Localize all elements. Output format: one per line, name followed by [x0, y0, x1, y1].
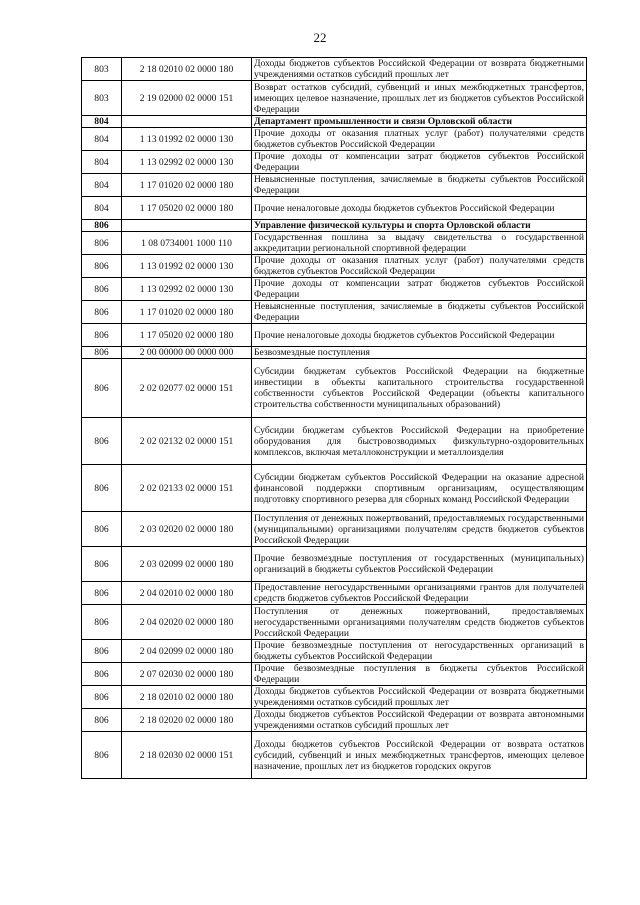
revenue-code-cell: 2 18 02030 02 0000 151 [122, 732, 252, 779]
revenue-code-cell: 2 19 02000 02 0000 151 [122, 81, 252, 116]
page-number: 22 [313, 30, 327, 45]
description-cell: Прочие безвозмездные поступления от государственных (муниципальных) организаций в бюджеты субъектов Российской Федерации [252, 547, 587, 582]
table-row [82, 547, 587, 582]
description-cell: Поступления от денежных пожертвований, предоставляемых государственными (муниципальными) организациями получателям средств бюджетов субъектов Российской Федерации [252, 512, 587, 547]
revenue-code-cell: 1 08 0734001 1000 110 [122, 232, 252, 255]
admin-code-cell: 806 [82, 347, 122, 359]
admin-code-cell: 806 [82, 582, 122, 605]
revenue-code-cell: 2 04 02010 02 0000 180 [122, 582, 252, 605]
table-row [82, 58, 587, 81]
table-row [82, 278, 587, 301]
table-row [82, 151, 587, 174]
table-body [82, 58, 587, 779]
description-cell: Доходы бюджетов субъектов Российской Федерации от возврата остатков субсидий, субвенций и иных межбюджетных трансфертов, имеющих целевое назначение, прошлых лет из бюджетов городских округов [252, 732, 587, 779]
description-cell: Возврат остатков субсидий, субвенций и иных межбюджетных трансфертов, имеющих целевое назначение, прошлых лет из бюджетов субъектов Российской Федерации [252, 81, 587, 116]
description-cell: Прочие безвозмездные поступления в бюджеты субъектов Российской Федерации [252, 663, 587, 686]
table-row [82, 174, 587, 197]
table-row [82, 255, 587, 278]
table-row [82, 605, 587, 640]
revenue-code-cell: 1 17 01020 02 0000 180 [122, 174, 252, 197]
revenue-code-cell [122, 220, 252, 232]
description-cell: Невыясненные поступления, зачисляемые в бюджеты субъектов Российской Федерации [252, 301, 587, 324]
admin-code-cell: 806 [82, 359, 122, 418]
description-cell: Прочие неналоговые доходы бюджетов субъектов Российской Федерации [252, 324, 587, 347]
section-title-cell: Управление физической культуры и спорта Орловской области [252, 220, 587, 232]
revenue-code-cell: 2 04 02099 02 0000 180 [122, 640, 252, 663]
revenue-code-cell: 2 02 02077 02 0000 151 [122, 359, 252, 418]
table-row [82, 347, 587, 359]
revenue-code-cell: 1 13 01992 02 0000 130 [122, 128, 252, 151]
table-row [82, 418, 587, 465]
description-cell: Безвозмездные поступления [252, 347, 587, 359]
revenue-code-cell: 1 13 02992 02 0000 130 [122, 151, 252, 174]
description-cell: Доходы бюджетов субъектов Российской Федерации от возврата бюджетными учреждениями остатков субсидий прошлых лет [252, 58, 587, 81]
revenue-code-cell: 2 18 02020 02 0000 180 [122, 709, 252, 732]
admin-code-cell: 804 [82, 174, 122, 197]
admin-code-cell: 804 [82, 128, 122, 151]
description-cell: Прочие неналоговые доходы бюджетов субъектов Российской Федерации [252, 197, 587, 220]
revenue-code-cell: 2 07 02030 02 0000 180 [122, 663, 252, 686]
table-row [82, 128, 587, 151]
admin-code-cell: 806 [82, 220, 122, 232]
admin-code-cell: 806 [82, 301, 122, 324]
admin-code-cell: 806 [82, 512, 122, 547]
table-row [82, 686, 587, 709]
admin-code-cell: 806 [82, 686, 122, 709]
revenue-code-cell: 1 13 01992 02 0000 130 [122, 255, 252, 278]
table-row [82, 640, 587, 663]
description-cell: Поступления от денежных пожертвований, предоставляемых негосударственными организациями получателям средств бюджетов субъектов Российской Федерации [252, 605, 587, 640]
admin-code-cell: 804 [82, 116, 122, 128]
description-cell: Предоставление негосударственными организациями грантов для получателей средств бюджетов субъектов Российской Федерации [252, 582, 587, 605]
revenue-code-cell: 2 02 02133 02 0000 151 [122, 465, 252, 512]
description-cell: Доходы бюджетов субъектов Российской Федерации от возврата автономными учреждениями остатков субсидий прошлых лет [252, 709, 587, 732]
revenue-code-cell: 1 17 05020 02 0000 180 [122, 197, 252, 220]
revenue-code-cell: 2 02 02132 02 0000 151 [122, 418, 252, 465]
admin-code-cell: 806 [82, 418, 122, 465]
revenue-code-cell: 1 13 02992 02 0000 130 [122, 278, 252, 301]
table-row [82, 732, 587, 779]
description-cell: Доходы бюджетов субъектов Российской Федерации от возврата бюджетными учреждениями остатков субсидий прошлых лет [252, 686, 587, 709]
admin-code-cell: 806 [82, 640, 122, 663]
description-cell: Государственная пошлина за выдачу свидетельства о государственной аккредитации региональной спортивной федерации [252, 232, 587, 255]
description-cell: Прочие доходы от оказания платных услуг (работ) получателями средств бюджетов субъектов Российской Федерации [252, 128, 587, 151]
description-cell: Субсидии бюджетам субъектов Российской Федерации на оказание адресной финансовой поддержки спортивным организациям, осуществляющим подготовку спортивного резерва для сборных команд Российской Федерации [252, 465, 587, 512]
section-header-row [82, 116, 587, 128]
description-cell: Прочие доходы от компенсации затрат бюджетов субъектов Российской Федерации [252, 278, 587, 301]
table-row [82, 465, 587, 512]
description-cell: Прочие безвозмездные поступления от негосударственных организаций в бюджеты субъектов Российской Федерации [252, 640, 587, 663]
admin-code-cell: 804 [82, 197, 122, 220]
section-title-cell: Департамент промышленности и связи Орловской области [252, 116, 587, 128]
admin-code-cell: 806 [82, 465, 122, 512]
revenue-code-cell: 2 00 00000 00 0000 000 [122, 347, 252, 359]
admin-code-cell: 806 [82, 663, 122, 686]
admin-code-cell: 806 [82, 255, 122, 278]
table-row [82, 81, 587, 116]
table-row [82, 512, 587, 547]
revenue-code-cell: 2 18 02010 02 0000 180 [122, 58, 252, 81]
admin-code-cell: 804 [82, 151, 122, 174]
revenue-code-cell: 2 03 02099 02 0000 180 [122, 547, 252, 582]
revenue-code-cell: 1 17 05020 02 0000 180 [122, 324, 252, 347]
revenue-code-cell [122, 116, 252, 128]
admin-code-cell: 806 [82, 324, 122, 347]
table-row [82, 301, 587, 324]
description-cell: Субсидии бюджетам субъектов Российской Федерации на бюджетные инвестиции в объекты капитального строительства государственной собственности субъектов Российской Федерации (объекты капитального строительства собственности муниципальных образований) [252, 359, 587, 418]
table-row [82, 324, 587, 347]
admin-code-cell: 806 [82, 278, 122, 301]
revenue-code-cell: 2 03 02020 02 0000 180 [122, 512, 252, 547]
table-row [82, 582, 587, 605]
revenue-code-cell: 2 04 02020 02 0000 180 [122, 605, 252, 640]
admin-code-cell: 806 [82, 605, 122, 640]
section-header-row [82, 220, 587, 232]
admin-code-cell: 803 [82, 81, 122, 116]
admin-code-cell: 803 [82, 58, 122, 81]
admin-code-cell: 806 [82, 547, 122, 582]
admin-code-cell: 806 [82, 232, 122, 255]
revenue-code-cell: 1 17 01020 02 0000 180 [122, 301, 252, 324]
admin-code-cell: 806 [82, 709, 122, 732]
description-cell: Прочие доходы от компенсации затрат бюджетов субъектов Российской Федерации [252, 151, 587, 174]
table-row [82, 197, 587, 220]
table-row [82, 232, 587, 255]
description-cell: Субсидии бюджетам субъектов Российской Федерации на приобретение оборудования для быстровозводимых физкультурно-оздоровительных комплексов, включая металлоконструкции и металлоизделия [252, 418, 587, 465]
table-row [82, 663, 587, 686]
revenue-codes-table [81, 57, 587, 779]
description-cell: Прочие доходы от оказания платных услуг (работ) получателями средств бюджетов субъектов Российской Федерации [252, 255, 587, 278]
revenue-code-cell: 2 18 02010 02 0000 180 [122, 686, 252, 709]
table-row [82, 709, 587, 732]
admin-code-cell: 806 [82, 732, 122, 779]
description-cell: Невыясненные поступления, зачисляемые в бюджеты субъектов Российской Федерации [252, 174, 587, 197]
table-row [82, 359, 587, 418]
